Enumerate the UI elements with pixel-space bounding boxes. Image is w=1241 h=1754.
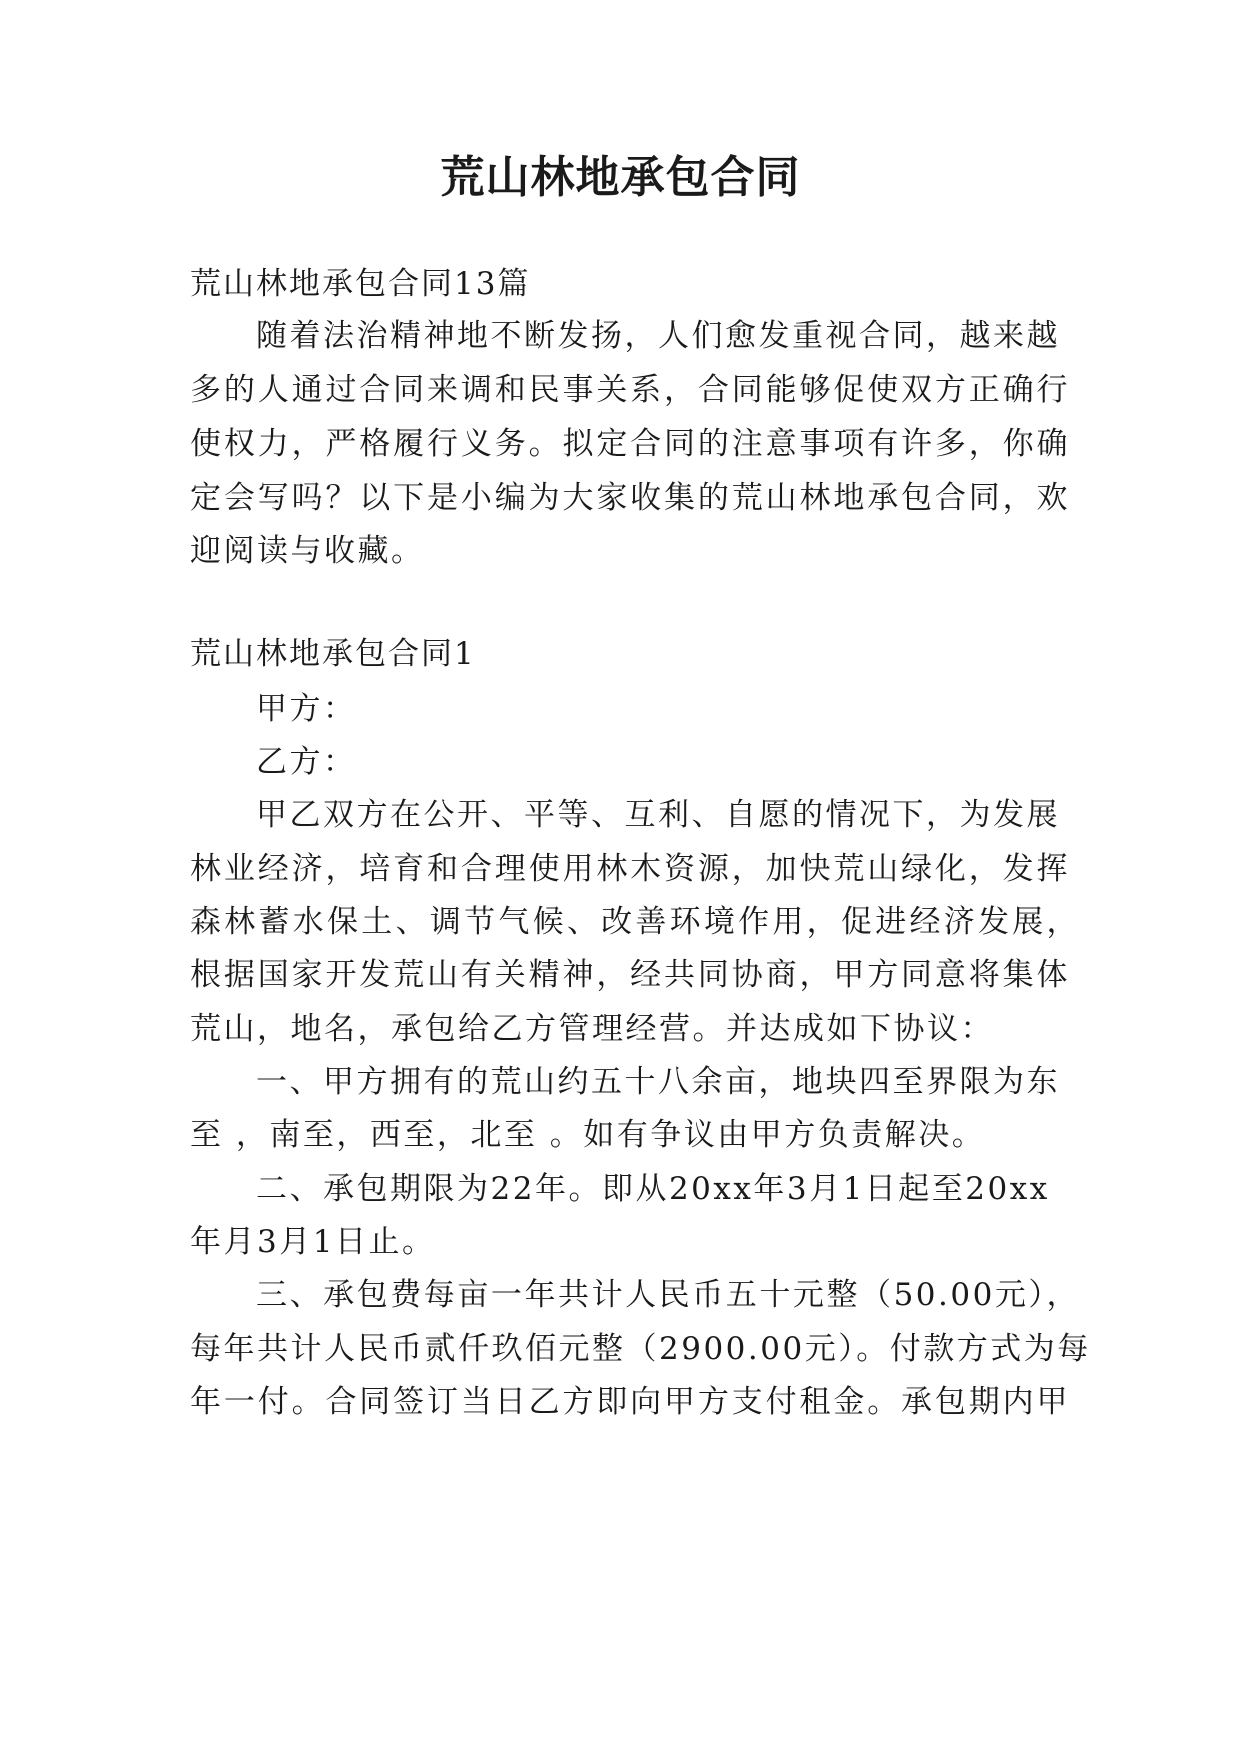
clause-line: 年一付。合同签订当日乙方即向甲方支付租金。承包期内甲 [190, 1384, 1070, 1420]
body-line: 甲乙双方在公开、平等、互利、自愿的情况下，为发展 [256, 797, 1060, 833]
document-title: 荒山林地承包合同 [440, 152, 801, 203]
collection-subtitle: 荒山林地承包合同13篇 [190, 266, 531, 302]
body-line: 林业经济，培育和合理使用林木资源，加快荒山绿化，发挥 [190, 851, 1070, 887]
clause-line: 每年共计人民币贰仟玖佰元整（2900.00元）。付款方式为每 [190, 1331, 1091, 1367]
intro-line: 多的人通过合同来调和民事关系，合同能够促使双方正确行 [190, 372, 1070, 408]
intro-line: 迎阅读与收藏。 [190, 533, 425, 569]
party-a-label: 甲方： [256, 691, 357, 727]
intro-line: 使权力，严格履行义务。拟定合同的注意事项有许多，你确 [190, 426, 1070, 462]
section-title: 荒山林地承包合同1 [190, 636, 476, 672]
clause-line: 年月3月1日止。 [190, 1224, 436, 1260]
intro-line: 定会写吗？以下是小编为大家收集的荒山林地承包合同，欢 [190, 480, 1070, 516]
clause-line: 至 ，南至，西至，北至 。如有争议由甲方负责解决。 [190, 1117, 986, 1153]
intro-line: 随着法治精神地不断发扬，人们愈发重视合同，越来越 [256, 318, 1060, 354]
body-line: 森林蓄水保土、调节气候、改善环境作用，促进经济发展， [190, 904, 1080, 940]
body-line: 根据国家开发荒山有关精神，经共同协商，甲方同意将集体 [190, 957, 1070, 993]
body-line: 荒山，地名，承包给乙方管理经营。并达成如下协议： [190, 1011, 994, 1047]
clause-line: 二、承包期限为22年。即从20xx年3月1日起至20xx [256, 1171, 1050, 1207]
party-b-label: 乙方： [256, 744, 357, 780]
clause-line: 三、承包费每亩一年共计人民币五十元整（50.00元）， [256, 1277, 1080, 1313]
clause-line: 一、甲方拥有的荒山约五十八余亩，地块四至界限为东 [256, 1064, 1060, 1100]
